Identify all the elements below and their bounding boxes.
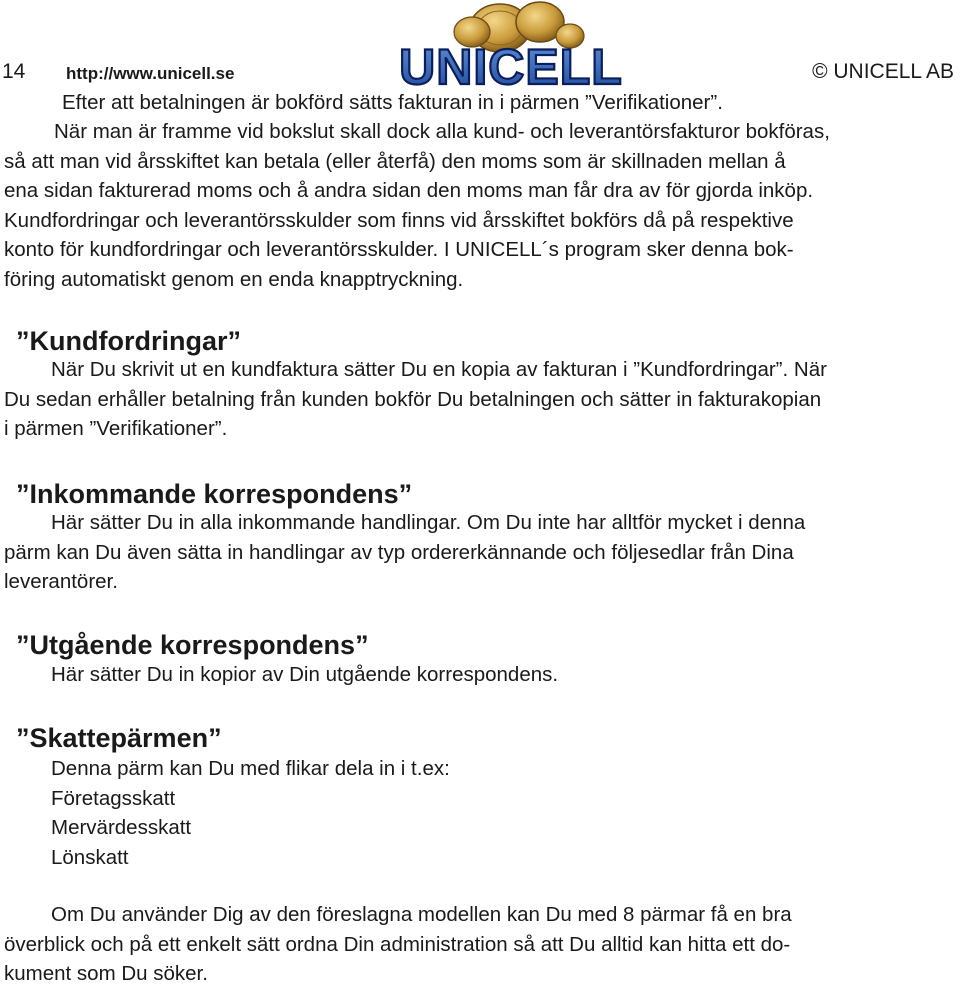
site-url[interactable]: http://www.unicell.se — [66, 64, 235, 83]
unicell-logo — [380, 0, 642, 96]
section-heading: ”Inkommande korrespondens” — [16, 479, 413, 509]
section-text: Här sätter Du in alla inkommande handlingar. Om Du inte har alltför mycket i denna pärm kan Du även sätta in handlingar av typ ordererkännande och följesedlar från Dina leverantörer. — [4, 511, 806, 593]
section-heading: ”Skattepärmen” — [16, 723, 222, 753]
section-heading: ”Utgående korrespondens” — [16, 630, 369, 660]
logo-text: UNICELL — [399, 39, 623, 95]
page-number: 14 — [2, 60, 26, 83]
intro-paragraph: När man är framme vid bokslut skall dock alla kund- och leverantörsfakturor bokföras, så att man vid årsskiftet kan betala (eller återfå) den moms som är skillnaden mellan å ena sidan fakturerad moms och å andra sidan den moms man får dra av för gjorda inköp. Kundfordringar och leverantörsskulder som finns vid årsskiftet bokförs då på respektive konto för kundfordringar och leverantörsskulder. I UNICELL´s program sker denna bok- föring automatiskt genom en enda knapptryckning. — [4, 120, 830, 291]
closing-paragraph: Om Du använder Dig av den föreslagna modellen kan Du med 8 pärmar få en bra överblick och på ett enkelt sätt ordna Din administration så att Du alltid kan hitta ett do- kument som Du söker. — [4, 903, 792, 985]
intro-line: Efter att betalningen är bokförd sätts fakturan in i pärmen ”Verifikationer”. — [62, 91, 723, 114]
section-text: Här sätter Du in kopior av Din utgående korrespondens. — [51, 663, 559, 686]
section-heading: ”Kundfordringar” — [16, 326, 241, 356]
section-text: När Du skrivit ut en kundfaktura sätter Du en kopia av fakturan i ”Kundfordringar”. När Du sedan erhåller betalning från kunden bokför Du betalningen och sätter in fakturakopian i pärmen ”Verifikationer”. — [4, 358, 827, 440]
section-text: Denna pärm kan Du med flikar dela in i t.ex: Företagsskatt Mervärdesskatt Lönskatt — [51, 757, 450, 869]
copyright: © UNICELL AB — [812, 60, 954, 83]
